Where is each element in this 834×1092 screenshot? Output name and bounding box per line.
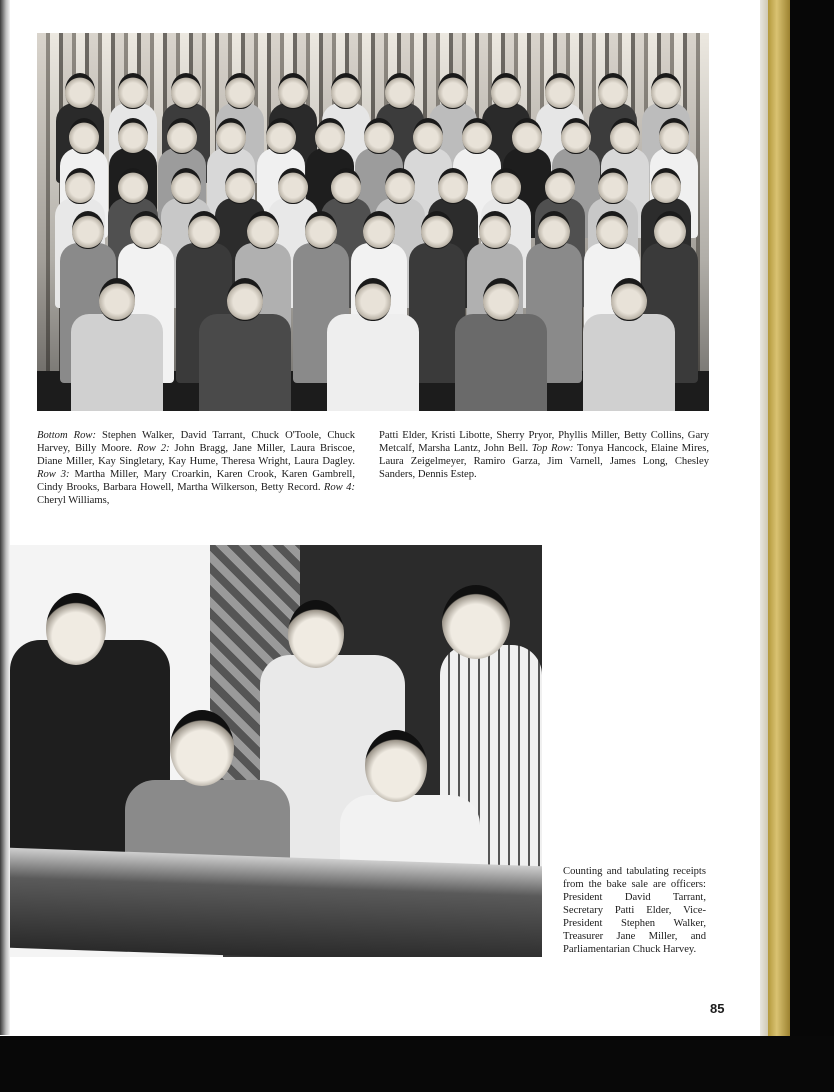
group-member bbox=[491, 168, 521, 204]
group-member bbox=[355, 278, 391, 321]
officer-figure bbox=[46, 593, 106, 665]
group-member bbox=[227, 278, 263, 321]
group-member bbox=[69, 118, 99, 154]
group-member bbox=[72, 211, 104, 249]
group-member bbox=[225, 73, 255, 109]
group-member bbox=[421, 211, 453, 249]
group-member bbox=[278, 168, 308, 204]
group-member bbox=[247, 211, 279, 249]
group-member bbox=[561, 118, 591, 154]
background-bottom bbox=[0, 1036, 834, 1092]
background-right bbox=[790, 0, 834, 1092]
group-member bbox=[167, 118, 197, 154]
officers-photo bbox=[10, 545, 542, 957]
book-cover-edge bbox=[768, 0, 790, 1040]
group-member bbox=[216, 118, 246, 154]
group-member bbox=[327, 314, 419, 411]
group-member bbox=[611, 278, 647, 321]
page-number: 85 bbox=[710, 1001, 725, 1016]
group-member bbox=[610, 118, 640, 154]
group-member bbox=[188, 211, 220, 249]
group-member bbox=[99, 278, 135, 321]
group-member bbox=[654, 211, 686, 249]
group-caption-left: Bottom Row: Stephen Walker, David Tarrant, Chuck O'Toole, Chuck Harvey, Billy Moore. Row 2: John Bragg, Jane Miller, Laura Briscoe, Diane Miller, Kay Singletary, Kay Hume, Theresa Wright, Laura Dagley. Row 3: Martha Miller, Mary Croarkin, Karen Crook, Karen Gambrell, Cindy Brooks, Barbara Howell, Martha Wilkerson, Betty Record. Row 4: Cheryl Williams, bbox=[37, 430, 355, 506]
group-member bbox=[545, 168, 575, 204]
group-member bbox=[118, 118, 148, 154]
group-member bbox=[278, 73, 308, 109]
group-member bbox=[545, 73, 575, 109]
group-member bbox=[651, 73, 681, 109]
group-member bbox=[225, 168, 255, 204]
group-member bbox=[363, 211, 395, 249]
group-member bbox=[483, 278, 519, 321]
group-member bbox=[331, 168, 361, 204]
group-member bbox=[659, 118, 689, 154]
group-member bbox=[171, 73, 201, 109]
group-member bbox=[315, 118, 345, 154]
group-member bbox=[438, 73, 468, 109]
group-member bbox=[65, 168, 95, 204]
group-member bbox=[596, 211, 628, 249]
group-member bbox=[455, 314, 547, 411]
group-member bbox=[651, 168, 681, 204]
group-member bbox=[266, 118, 296, 154]
group-member bbox=[171, 168, 201, 204]
group-member bbox=[598, 168, 628, 204]
group-member bbox=[538, 211, 570, 249]
group-member bbox=[65, 73, 95, 109]
group-member bbox=[479, 211, 511, 249]
group-member bbox=[71, 314, 163, 411]
officer-figure bbox=[288, 600, 344, 668]
group-photo bbox=[37, 33, 709, 411]
group-member bbox=[364, 118, 394, 154]
group-member bbox=[331, 73, 361, 109]
group-member bbox=[385, 168, 415, 204]
officer-figure bbox=[442, 585, 510, 659]
group-member bbox=[413, 118, 443, 154]
group-member bbox=[598, 73, 628, 109]
group-caption-right: Patti Elder, Kristi Libotte, Sherry Pryor, Phyllis Miller, Betty Collins, Gary Metcalf, Marsha Lantz, John Bell. Top Row: Tonya Hancock, Elaine Mires, Laura Zeigelmeyer, Ramiro Garza, Jim Varnell, James Long, Chesley Sanders, Dennis Estep. bbox=[379, 430, 709, 480]
group-member bbox=[438, 168, 468, 204]
group-member bbox=[130, 211, 162, 249]
group-member bbox=[118, 73, 148, 109]
group-member bbox=[583, 314, 675, 411]
officer-figure bbox=[170, 710, 234, 786]
binding-shadow bbox=[0, 0, 10, 1035]
group-member bbox=[118, 168, 148, 204]
group-member bbox=[491, 73, 521, 109]
group-member bbox=[305, 211, 337, 249]
officers-caption: Counting and tabulating receipts from the bake sale are officers: President David Tarrant, Secretary Patti Elder, Vice-President Stephen Walker, Treasurer Jane Miller, and Parliamentarian Chuck Harvey. bbox=[563, 866, 706, 955]
officer-figure bbox=[365, 730, 427, 802]
table bbox=[10, 848, 542, 957]
page-edge bbox=[760, 0, 768, 1040]
group-member bbox=[512, 118, 542, 154]
group-member bbox=[385, 73, 415, 109]
group-member bbox=[199, 314, 291, 411]
group-member bbox=[462, 118, 492, 154]
